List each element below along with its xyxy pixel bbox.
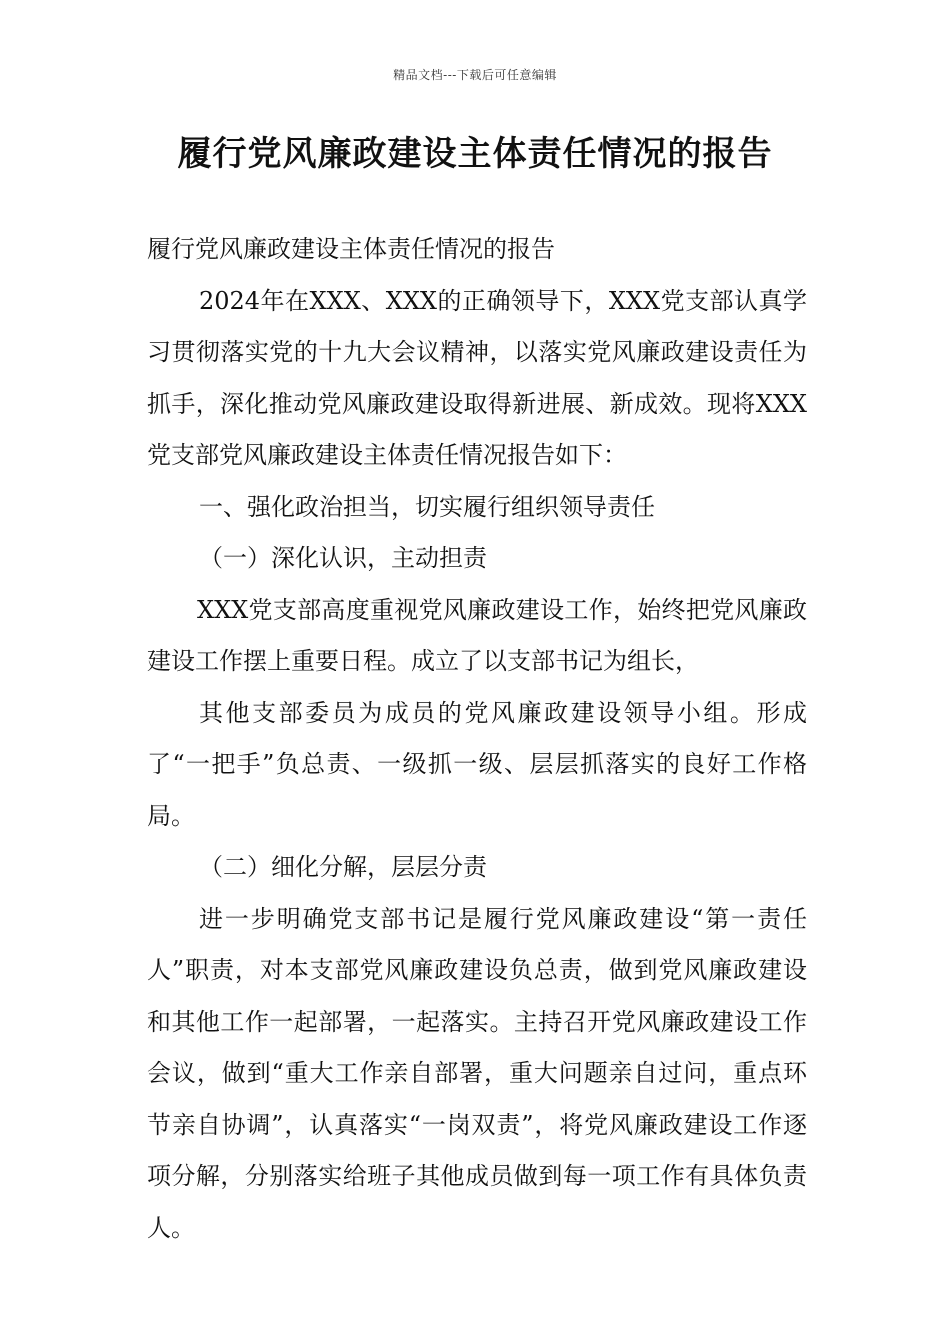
document-body [147, 224, 807, 1254]
header-note: 精品文档---下载后可任意编辑 [393, 68, 557, 82]
section-heading-1: 一、强化政治担当，切实履行组织领导责任 [199, 492, 655, 521]
subsection-heading-2: （二）细化分解，层层分责 [199, 853, 487, 881]
paragraph-subtitle: 履行党风廉政建设主体责任情况的报告 [147, 235, 555, 263]
paragraph-body-1: XXX党支部高度重视党风廉政建设工作，始终把党风廉政建设工作摆上重要日程。成立了以支部书记为组长， [147, 595, 807, 675]
subsection-heading-1: （一）深化认识，主动担责 [199, 544, 487, 572]
paragraph-body-3: 进一步明确党支部书记是履行党风廉政建设“第一责任人”职责，对本支部党风廉政建设负总责，做到党风廉政建设和其他工作一起部署，一起落实。主持召开党风廉政建设工作会议，做到“重大工作亲自部署，重大问题亲自过问，重点环节亲自协调”，认真落实“一岗双责”，将党风廉政建设工作逐项分解，分别落实给班子其他成员做到每一项工作有具体负责人。 [147, 904, 807, 1242]
document-title: 履行党风廉政建设主体责任情况的报告 [177, 134, 773, 174]
paragraph-intro: 2024年在XXX、XXX的正确领导下，XXX党支部认真学习贯彻落实党的十九大会议精神，以落实党风廉政建设责任为抓手，深化推动党风廉政建设取得新进展、新成效。现将XXX党支部党风廉政建设主体责任情况报告如下： [147, 286, 807, 469]
paragraph-body-2: 其他支部委员为成员的党风廉政建设领导小组。形成了“一把手”负总责、一级抓一级、层层抓落实的良好工作格局。 [147, 698, 807, 830]
